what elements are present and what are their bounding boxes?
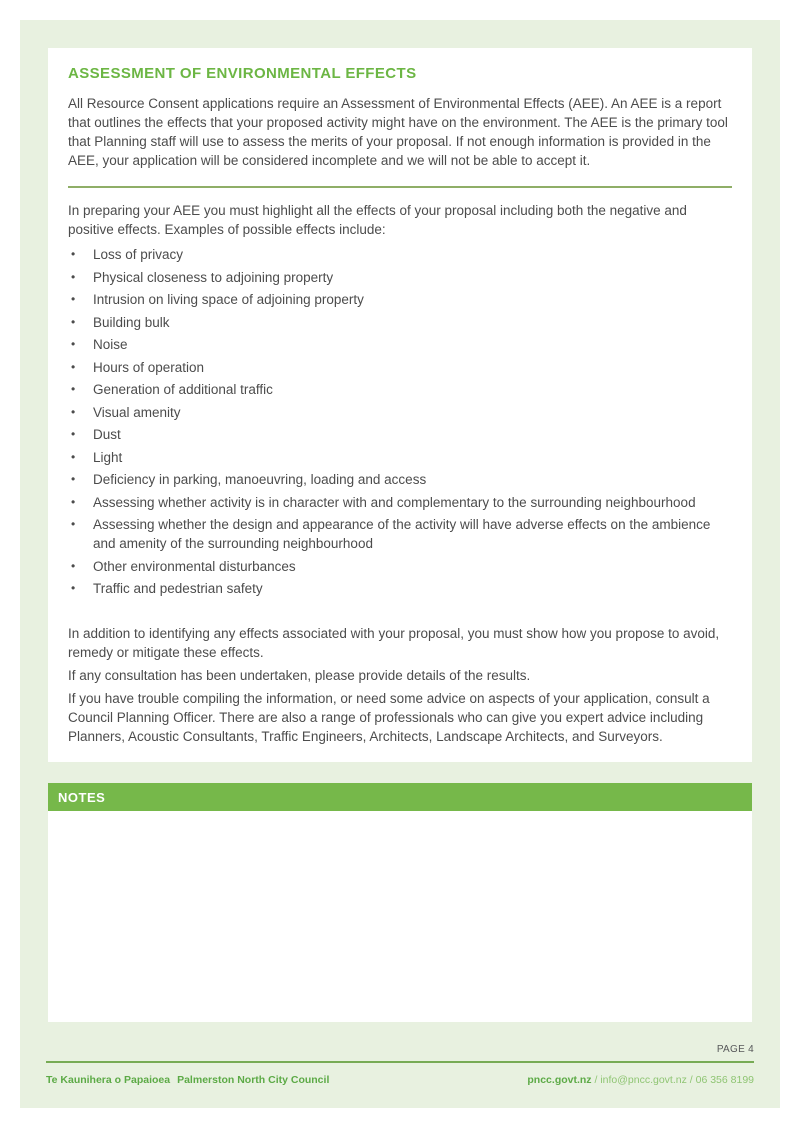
list-item: • Assessing whether the design and appearance of the activity will have adverse effects on the ambience and amenity of the surrounding neighbourhood	[68, 515, 732, 553]
list-item: • Light	[68, 448, 732, 467]
closing-paragraph: If any consultation has been undertaken, please provide details of the results.	[68, 668, 531, 683]
contact-details: / info@pncc.govt.nz / 06 356 8199	[591, 1074, 754, 1086]
list-item: • Other environmental disturbances	[68, 557, 732, 576]
notes-writing-area	[48, 811, 752, 1022]
council-name-english: Palmerston North City Council	[177, 1074, 330, 1086]
main-content-box	[48, 48, 752, 762]
council-name-maori: Te Kaunihera o Papaioea	[46, 1074, 171, 1086]
closing-paragraphs	[68, 624, 732, 746]
list-item: • Intrusion on living space of adjoining property	[68, 290, 732, 309]
list-item: • Physical closeness to adjoining property	[68, 268, 732, 287]
list-item: • Traffic and pedestrian safety	[68, 579, 732, 598]
footer-row	[46, 1074, 754, 1086]
list-item: • Noise	[68, 335, 732, 354]
closing-paragraph: In addition to identifying any effects associated with your proposal, you must show how you propose to avoid, remedy or mitigate these effects.	[68, 626, 720, 660]
page-background-panel	[20, 20, 780, 1108]
list-item: • Visual amenity	[68, 403, 732, 422]
intro-paragraph: All Resource Consent applications require an Assessment of Environmental Effects (AEE). An AEE is a report that outlines the effects that your proposed activity might have on the environment. The AEE is the primary tool that Planning staff will use to assess the merits of your proposal. If not enough information is provided in the AEE, your application will be considered incomplete and we will not be able to accept it.	[68, 96, 728, 168]
footer-divider	[46, 1061, 754, 1063]
list-item: • Assessing whether activity is in character with and complementary to the surrounding neighbourhood	[68, 493, 732, 512]
effects-intro-paragraph: In preparing your AEE you must highlight all the effects of your proposal including both the negative and positive effects. Examples of possible effects include:	[68, 203, 687, 237]
effects-list	[68, 245, 732, 598]
list-item: • Loss of privacy	[68, 245, 732, 264]
closing-paragraph: If you have trouble compiling the information, or need some advice on aspects of your application, consult a Council Planning Officer. There are also a range of professionals who can give you expert advice including Planners, Acoustic Consultants, Traffic Engineers, Architects, Landscape Architects, and Surveyors.	[68, 691, 710, 744]
list-item: • Hours of operation	[68, 358, 732, 377]
list-item: • Dust	[68, 425, 732, 444]
notes-label: NOTES	[58, 789, 106, 805]
page-number: PAGE 4	[716, 1044, 754, 1055]
section-divider	[68, 186, 732, 188]
notes-header-bar	[48, 783, 752, 811]
website-link: pncc.govt.nz	[527, 1074, 592, 1086]
council-name	[46, 1074, 329, 1086]
list-item: • Generation of additional traffic	[68, 380, 732, 399]
list-item: • Building bulk	[68, 313, 732, 332]
footer-contact	[527, 1074, 754, 1086]
list-item: • Deficiency in parking, manoeuvring, loading and access	[68, 470, 732, 489]
page-footer	[46, 1044, 754, 1086]
section-heading: ASSESSMENT OF ENVIRONMENTAL EFFECTS	[68, 65, 417, 82]
